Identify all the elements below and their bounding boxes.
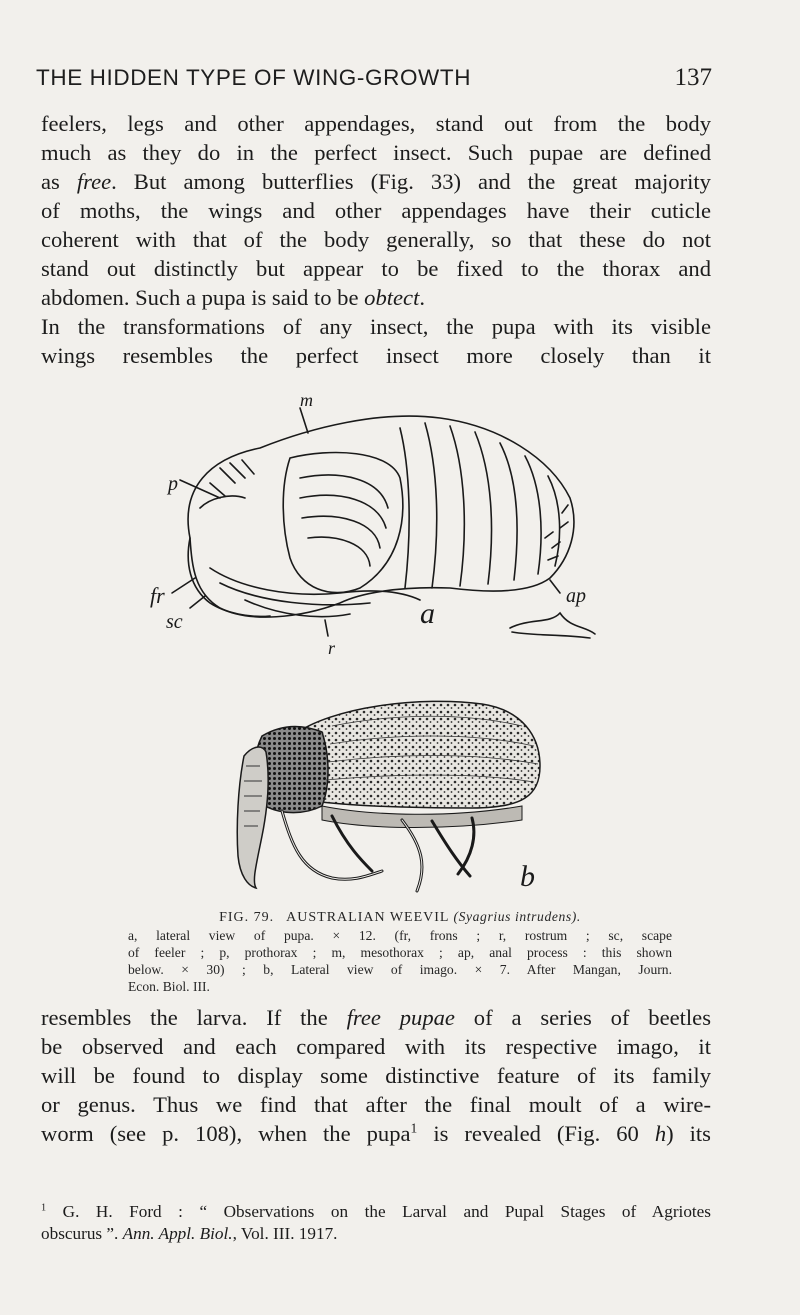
text-line: resembles the larva. If the free pupae of a series of beetles [41, 1005, 711, 1030]
running-title: THE HIDDEN TYPE OF WING-GROWTH [36, 65, 472, 90]
text-line: coherent with that of the body generally, so that these do not [41, 227, 711, 252]
text-line: be observed and each compared with its respective imago, it [41, 1034, 711, 1059]
label-sc: sc [166, 611, 183, 633]
figure-caption [128, 908, 672, 995]
text-line: worm (see p. 108), when the pupa$^1$ is revealed (Fig. 60 h) its [41, 1120, 711, 1146]
running-head [36, 64, 712, 92]
page-number: 137 [674, 64, 712, 91]
caption-line: Econ. Biol. III. [128, 979, 210, 994]
text-line: much as they do in the perfect insect. Such pupae are defined [41, 140, 711, 165]
text-line: stand out distinctly but appear to be fixed to the thorax and [41, 256, 711, 281]
label-b: b [520, 860, 535, 893]
caption-line: of feeler ; p, prothorax ; m, mesothorax ; ap, anal process : this shown [128, 945, 672, 960]
label-p: p [168, 473, 178, 495]
text-line: In the transformations of any insect, the pupa with its visible [41, 314, 711, 339]
caption-title: FIG. 79. AUSTRALIAN WEEVIL (Syagrius intrudens). [219, 909, 581, 925]
text-line: wings resembles the perfect insect more closely than it [41, 343, 711, 368]
footnote [41, 1201, 711, 1245]
label-m: m [300, 390, 313, 410]
text-line: will be found to display some distinctive feature of its family [41, 1063, 711, 1088]
caption-line: a, lateral view of pupa. × 12. (fr, frons ; r, rostrum ; sc, scape [128, 928, 672, 943]
figure-b-imago-drawing [222, 696, 562, 902]
footnote-line: $^1$ G. H. Ford : “ Observations on the Larval and Pupal Stages of Agriotes [41, 1202, 711, 1221]
caption-line: below. × 30) ; b, Lateral view of imago. × 7. After Mangan, Journ. [128, 962, 672, 977]
body-paragraph-bottom [41, 1003, 711, 1148]
text-line: as free. But among butterflies (Fig. 33) and the great majority [41, 169, 711, 194]
label-r: r [328, 638, 336, 658]
label-fr: fr [150, 583, 165, 608]
label-ap: ap [566, 585, 586, 607]
footnote-line: obscurus ”. Ann. Appl. Biol., Vol. III. 1917. [41, 1224, 338, 1243]
text-line: of moths, the wings and other appendages have their cuticle [41, 198, 711, 223]
text-line: or genus. Thus we find that after the final moult of a wire- [41, 1092, 711, 1117]
text-line: abdomen. Such a pupa is said to be obtect. [41, 285, 426, 310]
body-paragraph-top [41, 109, 711, 370]
label-a: a [420, 597, 435, 630]
text-line: feelers, legs and other appendages, stand out from the body [41, 111, 711, 136]
figure-a-pupa-drawing [150, 388, 620, 658]
